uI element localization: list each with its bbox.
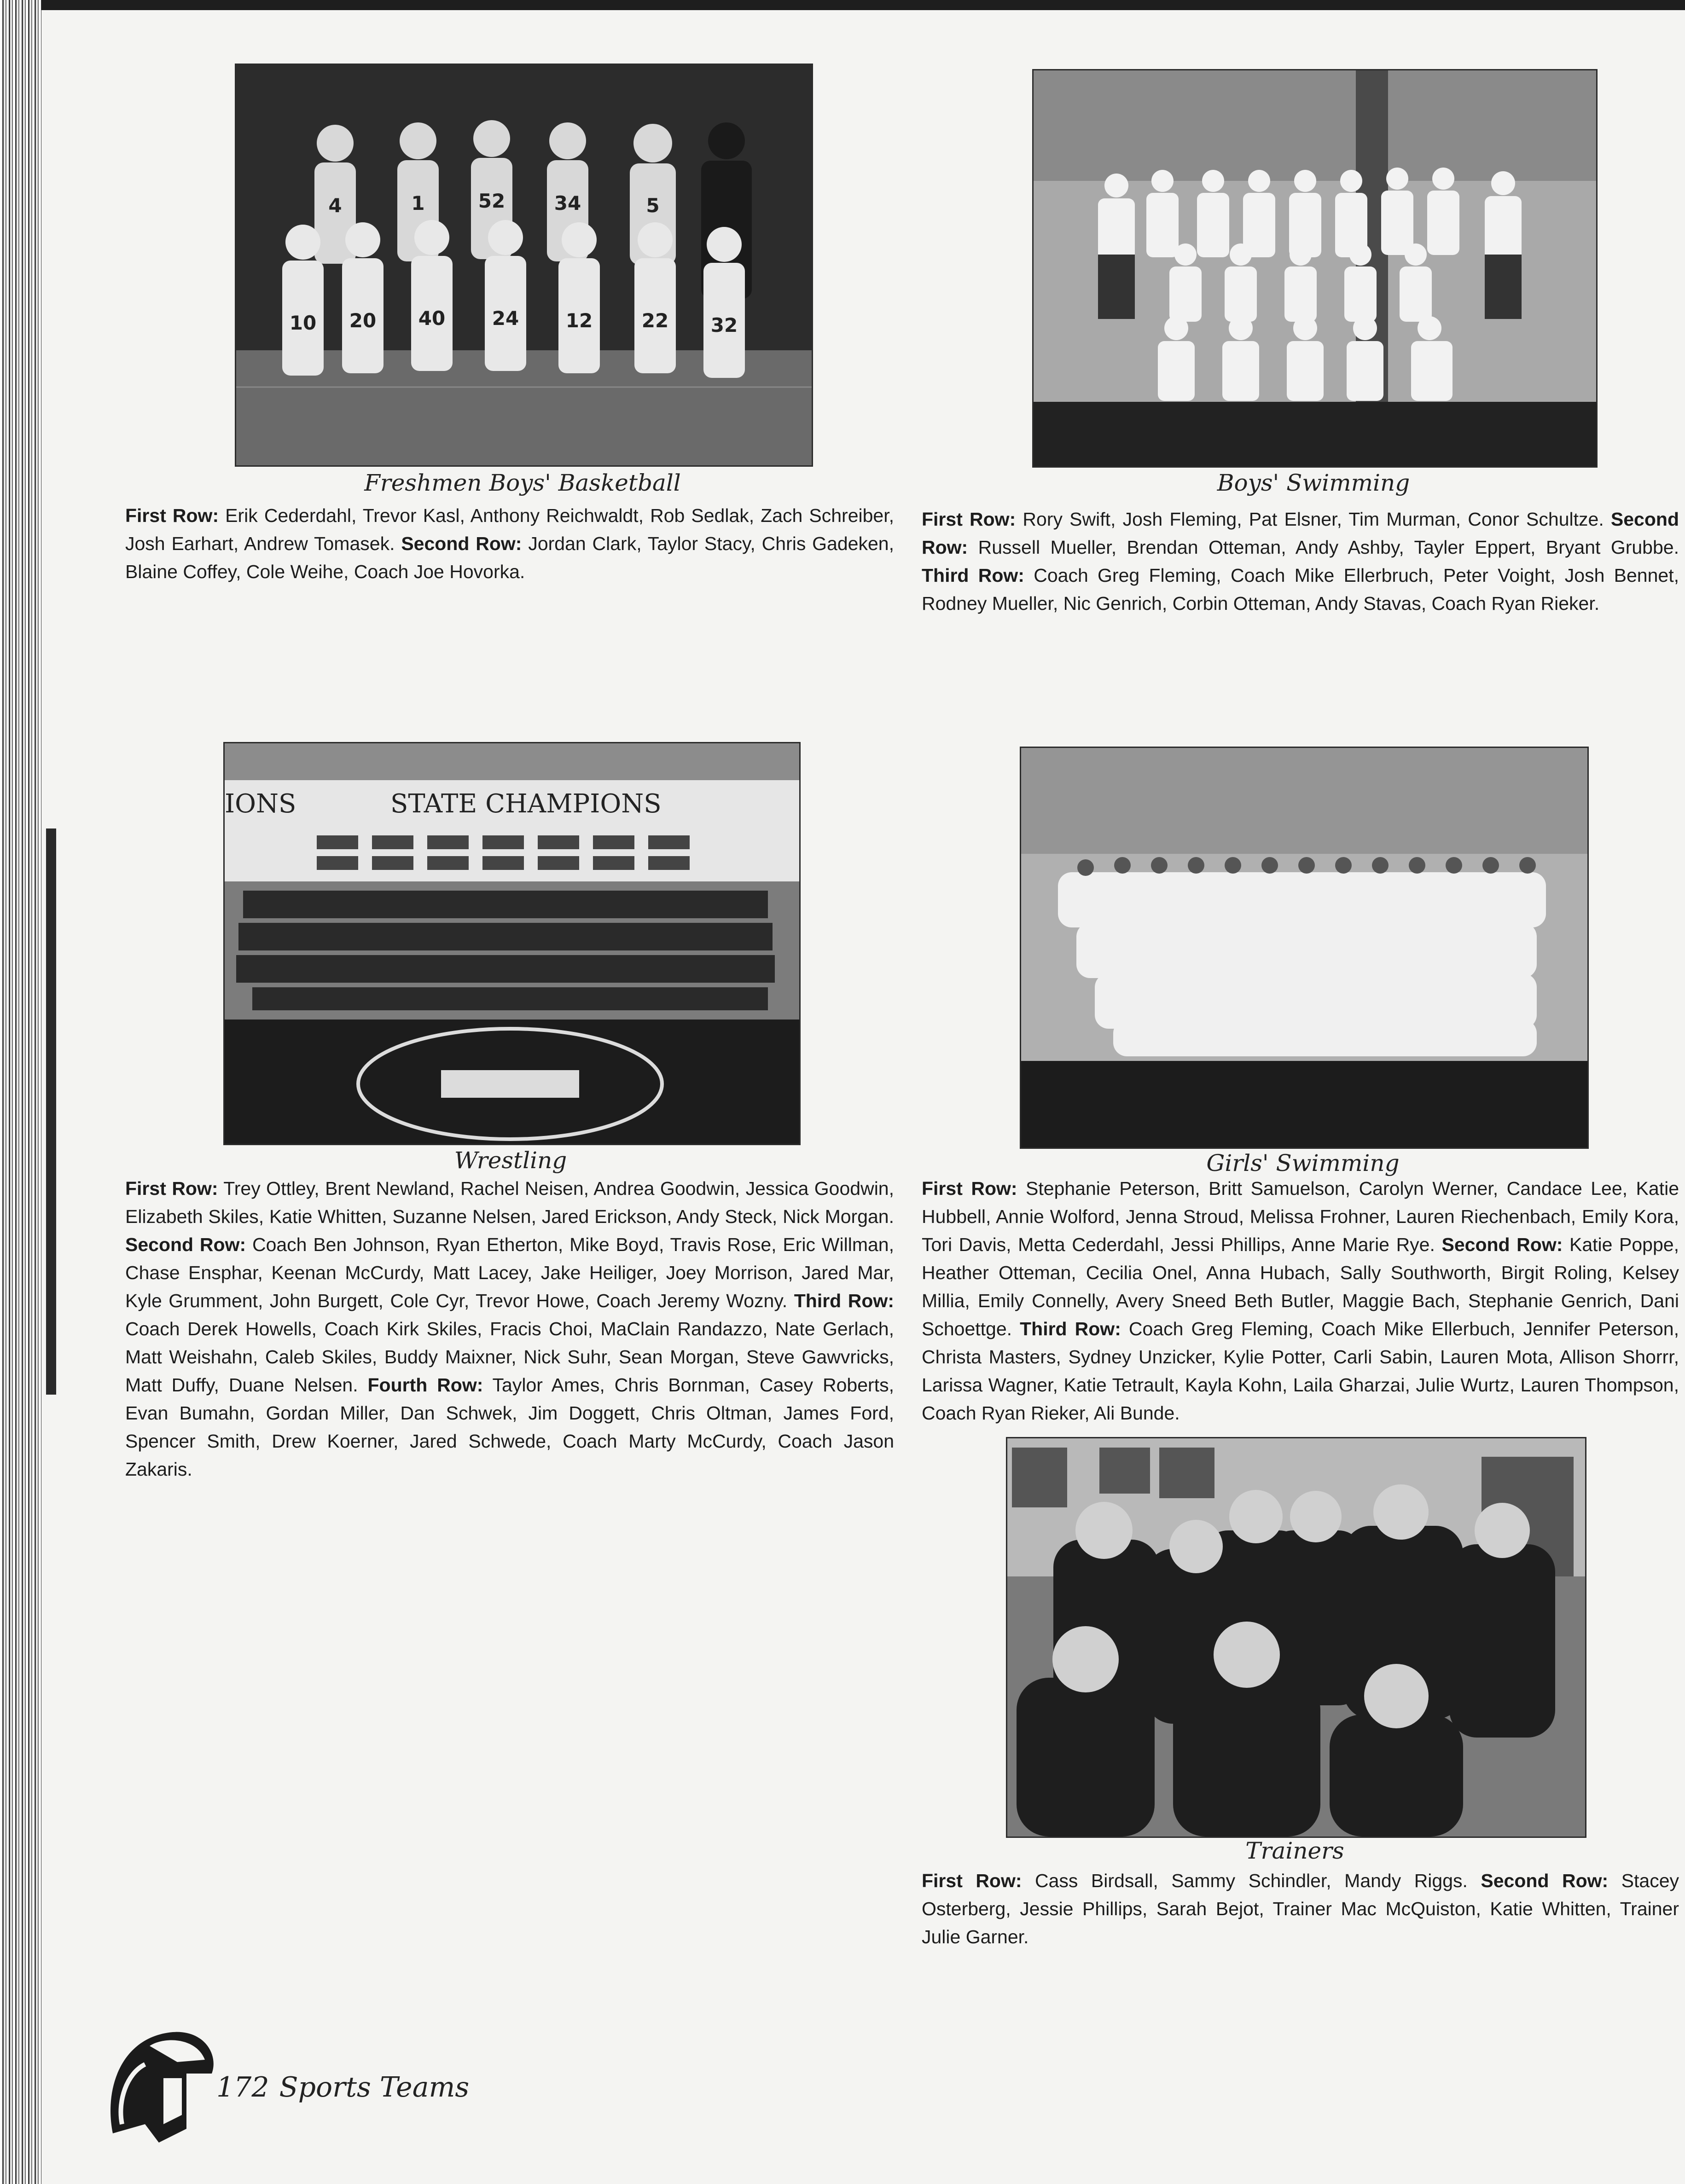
boys-swimming-team-photo [1032, 69, 1598, 468]
back-jersey-number: 1 [411, 192, 425, 214]
roster-row-names: Coach Greg Fleming, Coach Mike Ellerbuch, Jennifer Peterson, Christa Masters, Sydney Unzicker, Kylie Potter, Carli Sabin, Lauren Mota, Allison Shorrr, Larissa Wagner, Katie Tetrault, Kayla Kohn, Laila Gharzai, Julie Wurtz, Lauren Thompson, Coach Ryan Rieker, Ali Bunde. [922, 1318, 1679, 1424]
top-border [41, 0, 1685, 10]
roster-row-names: Taylor Ames, Chris Bornman, Casey Roberts, Evan Bumahn, Gordan Miller, Dan Schwek, Jim Doggett, Chris Oltman, James Ford, Spencer Smith, Drew Koerner, Jared Schwede, Coach Marty McCurdy, Coach Jason Zakaris. [125, 1374, 894, 1480]
roster-row-names: Coach Greg Fleming, Coach Mike Ellerbruch, Peter Voight, Josh Bennet, Rodney Mueller, Nic Genrich, Corbin Otteman, Andy Stavas, Coach Ryan Rieker. [922, 565, 1679, 614]
wrestling-roster [125, 1175, 894, 1483]
spine-marker [46, 828, 56, 1395]
roster-row-names: Katie Poppe, Heather Otteman, Cecilia Onel, Anna Hubach, Sally Southworth, Birgit Roling, Kelsey Millia, Emily Connelly, Avery Sneed Beth Butler, Maggie Bach, Stephanie Genrich, Dani Schoettge. [922, 1234, 1679, 1339]
roster-row-names: Coach Derek Howells, Coach Kirk Skiles, Fracis Choi, MaClain Randazzo, Nate Gerlach, Matt Weishahn, Caleb Skiles, Buddy Maixner, Nick Suhr, Sean Morgan, Steve Gawvricks, Matt Duffy, Duane Nelsen. [125, 1318, 894, 1396]
roster-row-label: Second Row: [125, 1234, 246, 1255]
roster-row-label: First Row: [125, 1178, 218, 1199]
roster-row-label: First Row: [922, 1870, 1022, 1891]
wrestling-team-photo [223, 742, 801, 1145]
roster-row-names: Stephanie Peterson, Britt Samuelson, Carolyn Werner, Candace Lee, Katie Hubbell, Annie Wolford, Jenna Stroud, Melissa Frohner, Lauren Riechenbach, Emily Kora, Tori Davis, Metta Cederdahl, Jessi Phillips, Anne Marie Rye. [922, 1178, 1679, 1255]
roster-row-label: Second Row: [401, 533, 522, 554]
page-footer [216, 2071, 479, 2103]
roster-row-label: Fourth Row: [367, 1374, 483, 1396]
girls-swimming-caption-title: Girls' Swimming [1206, 1150, 1400, 1176]
back-jersey-number: 4 [328, 194, 342, 217]
roster-row-names: Erik Cederdahl, Trevor Kasl, Anthony Reichwaldt, Rob Sedlak, Zach Schreiber, Josh Earhart, Andrew Tomasek. [125, 505, 895, 554]
back-jersey-number: 52 [478, 190, 506, 212]
front-jersey-number: 24 [492, 307, 519, 330]
roster-row-label: First Row: [922, 1178, 1017, 1199]
boys-swimming-roster [922, 505, 1679, 618]
page-binding-edge [0, 0, 41, 2184]
section-name: Sports Teams [279, 2071, 470, 2103]
front-jersey-number: 12 [565, 309, 593, 332]
front-jersey-number: 32 [710, 314, 738, 336]
back-jersey-number: 34 [554, 192, 581, 214]
front-jersey-number: 10 [289, 312, 317, 334]
roster-row-names: Russell Mueller, Brendan Otteman, Andy Ashby, Tayler Eppert, Bryant Grubbe. [968, 537, 1679, 558]
banner-fragment-text: IONS [225, 789, 296, 819]
roster-row-names: Trey Ottley, Brent Newland, Rachel Neisen, Andrea Goodwin, Jessica Goodwin, Elizabeth Skiles, Katie Whitten, Suzanne Nelsen, Jared Erickson, Andy Steck, Nick Morgan. [125, 1178, 894, 1227]
girls-swimming-roster [922, 1175, 1679, 1427]
roster-row-label: Third Row: [1020, 1318, 1121, 1339]
trainers-photo [1006, 1437, 1586, 1838]
wrestling-caption-title: Wrestling [454, 1147, 567, 1174]
roster-row-label: Second Row: [1441, 1234, 1563, 1255]
back-jersey-number: 5 [646, 194, 660, 217]
roster-row-label: Third Row: [922, 565, 1024, 586]
roster-row-names: Rory Swift, Josh Fleming, Pat Elsner, Tim Murman, Conor Schultze. [1016, 509, 1604, 530]
page-number: 172 [216, 2071, 269, 2103]
roster-row-names: Coach Ben Johnson, Ryan Etherton, Mike Boyd, Travis Rose, Eric Willman, Chase Ensphar, Keenan McCurdy, Matt Lacey, Jake Heiliger, Joey Morrison, Jared Mar, Kyle Grumment, John Burgett, Cole Cyr, Trevor Howe, Coach Jeremy Wozny. [125, 1234, 894, 1311]
trainers-roster [922, 1867, 1679, 1951]
girls-swimming-team-photo [1020, 747, 1589, 1149]
spartan-helmet-logo [94, 2018, 228, 2152]
basketball-caption-title: Freshmen Boys' Basketball [364, 469, 681, 496]
front-jersey-number: 40 [418, 307, 446, 330]
roster-row-label: Third Row: [794, 1290, 894, 1311]
roster-row-names: Jordan Clark, Taylor Stacy, Chris Gadeken, Blaine Coffey, Cole Weihe, Coach Joe Hovorka. [125, 533, 894, 582]
roster-row-label: Second Row: [1481, 1870, 1609, 1891]
roster-row-names: Stacey Osterberg, Jessie Phillips, Sarah Bejot, Trainer Mac McQuiston, Katie Whitten, Trainer Julie Garner. [922, 1870, 1679, 1947]
front-jersey-number: 22 [641, 309, 669, 332]
basketball-team-photo [235, 64, 813, 467]
boys-swimming-caption-title: Boys' Swimming [1217, 469, 1410, 496]
trainers-caption-title: Trainers [1245, 1837, 1344, 1864]
basketball-roster [125, 502, 894, 586]
roster-row-label: Second Row: [922, 509, 1679, 558]
roster-row-label: First Row: [125, 505, 219, 526]
state-champions-banner-text: STATE CHAMPIONS [390, 789, 662, 819]
roster-row-label: First Row: [922, 509, 1016, 530]
roster-row-names: Cass Birdsall, Sammy Schindler, Mandy Riggs. [1022, 1870, 1468, 1891]
front-jersey-number: 20 [349, 309, 377, 332]
